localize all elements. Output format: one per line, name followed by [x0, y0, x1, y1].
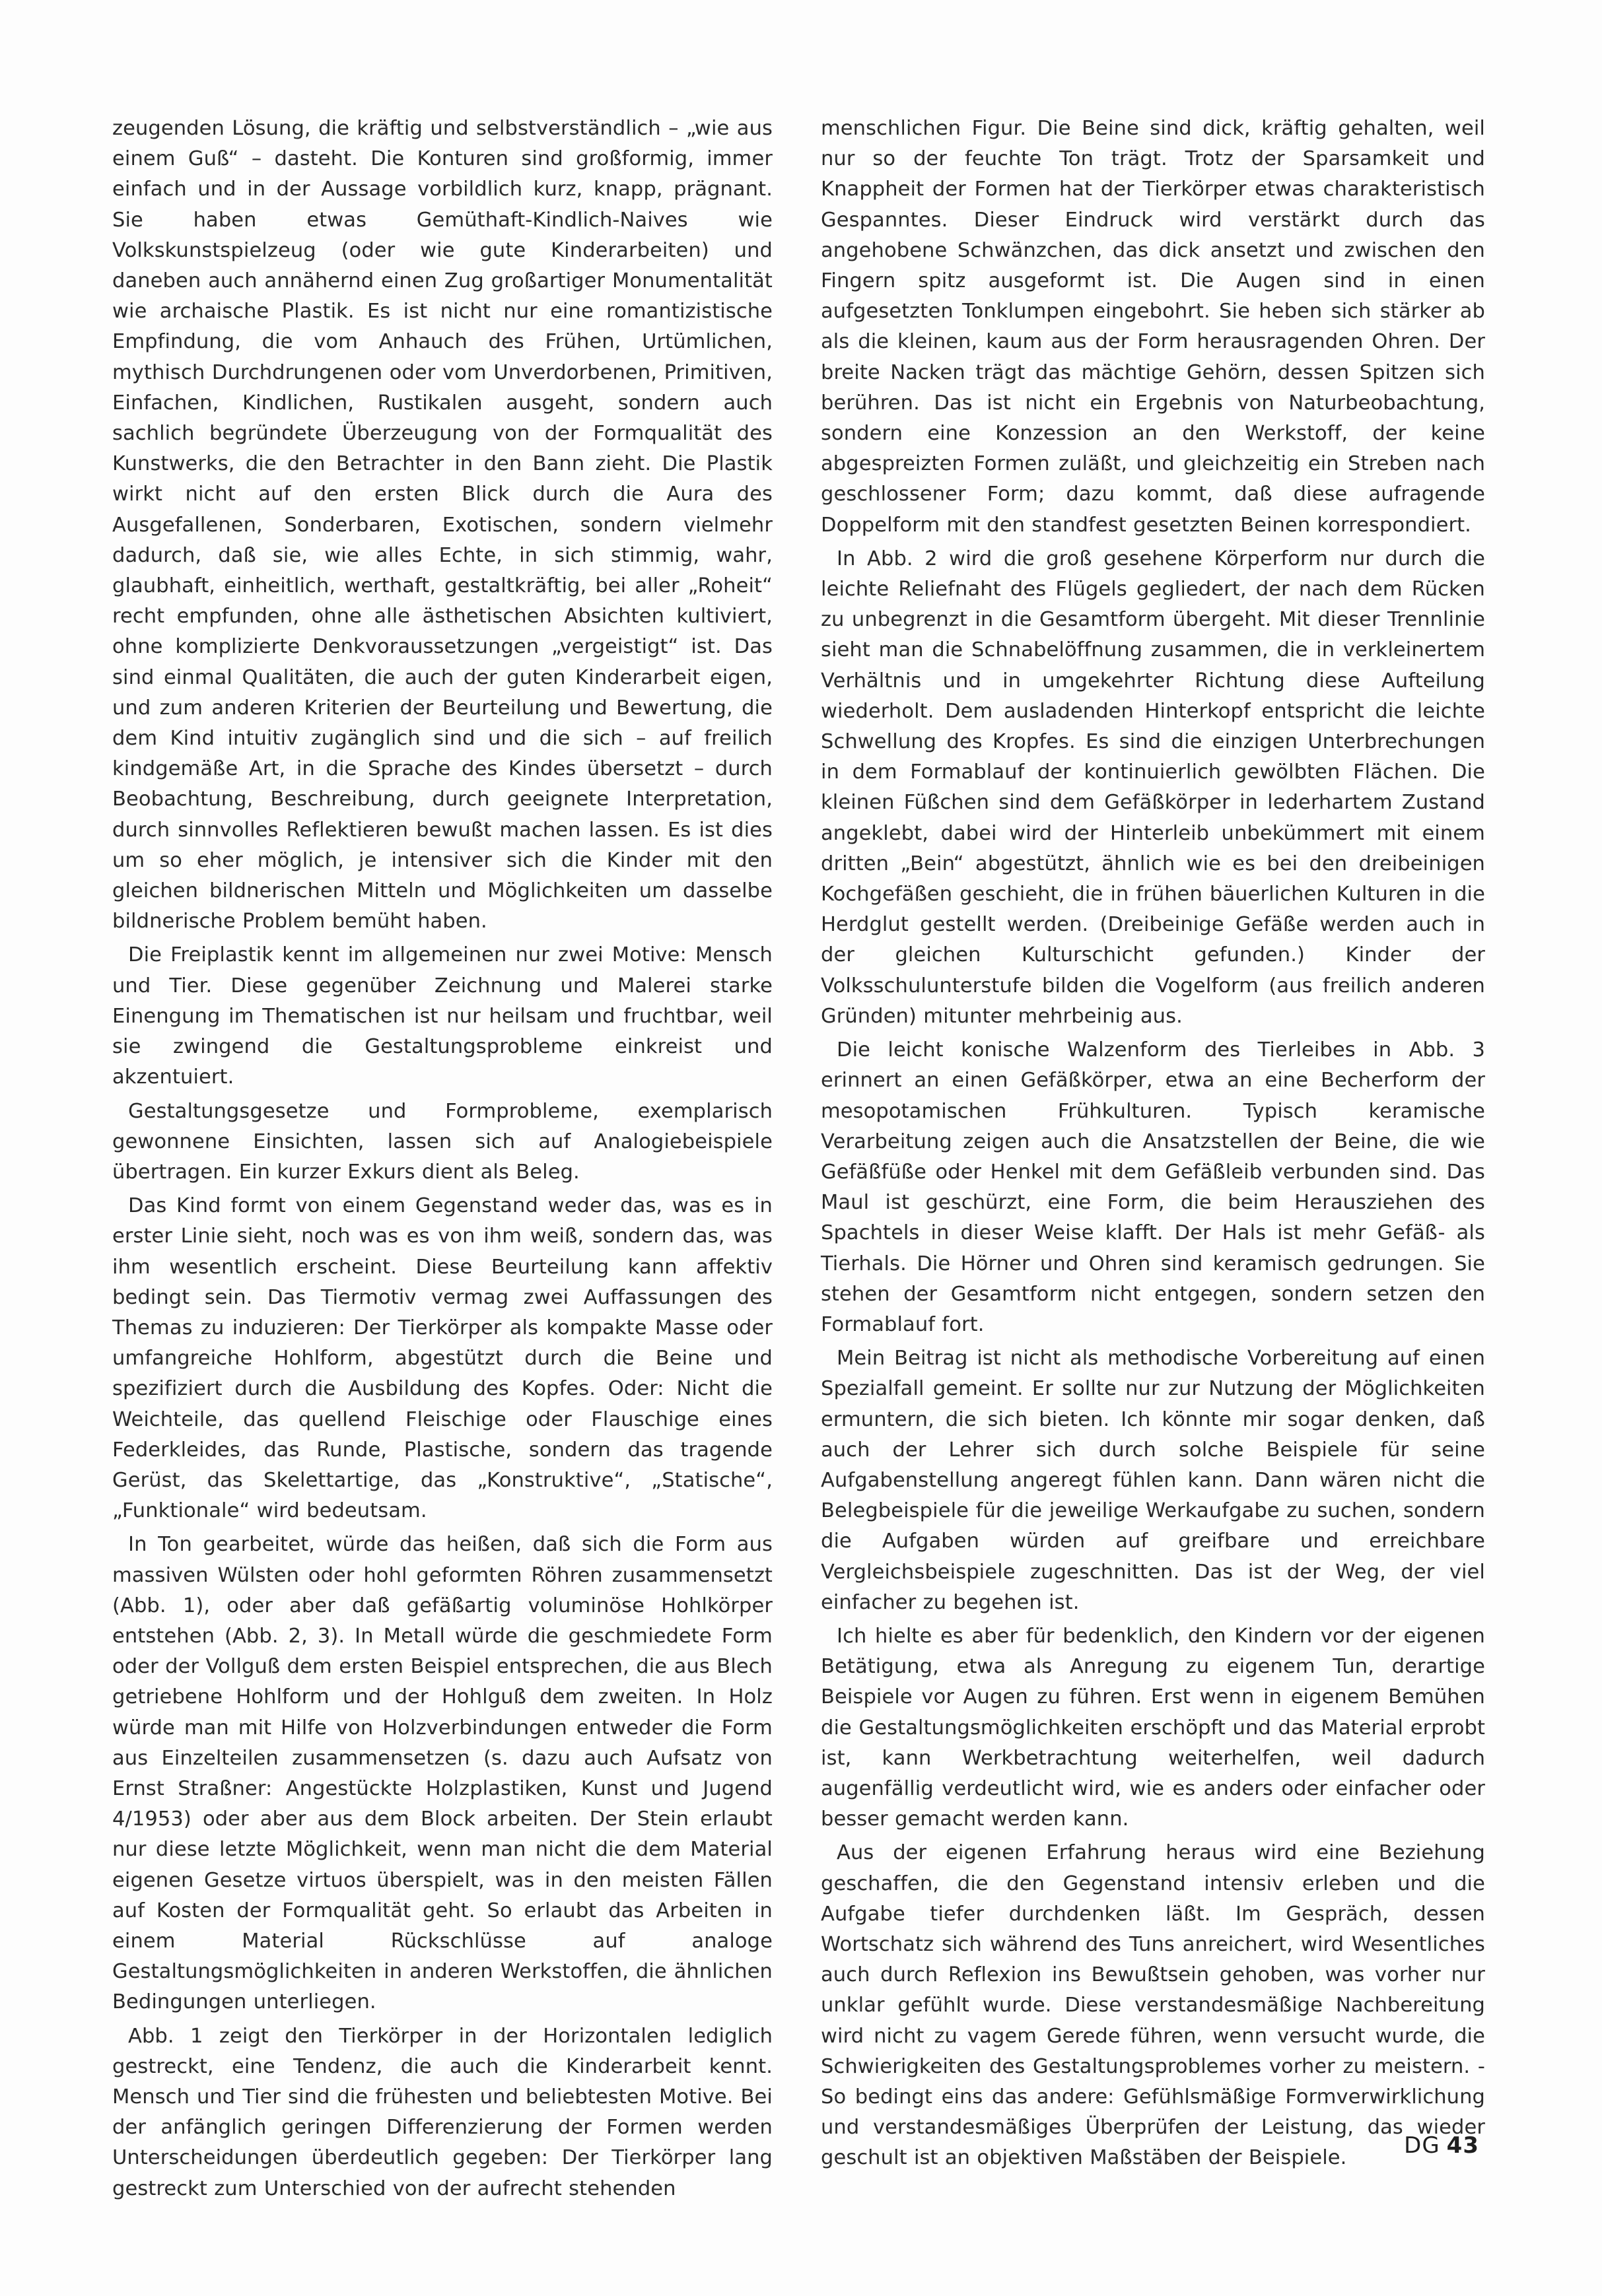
- journal-abbreviation: DG: [1404, 2132, 1440, 2159]
- paragraph: Aus der eigenen Erfahrung heraus wird eine Beziehung geschaffen, die den Gegenstand intensiv erleben und die Aufgabe tiefer durchdenken läßt. Im Gespräch, dessen Wortschatz sich während des Tuns anreichert, wird Wesentliches auch durch Reflexion ins Bewußtsein gehoben, was vorher nur unklar gefühlt wurde. Diese verstandesmäßige Nachbereitung wird nicht zu vagem Gerede führen, wenn versucht wurde, die Schwierigkeiten des Gestaltungsproblemes vorher zu meistern. - So bedingt eins das andere: Gefühlsmäßige Formverwirklichung und verstandesmäßiges Überprüfen der Leistung, das wieder geschult ist an objektiven Maßstäben der Beispiele.: [821, 1841, 1485, 2170]
- paragraph: menschlichen Figur. Die Beine sind dick, kräftig gehalten, weil nur so der feuchte Ton trägt. Trotz der Sparsamkeit und Knappheit der Formen hat der Tierkörper etwas charakteristisch Gespanntes. Dieser Eindruck wird verstärkt durch das angehobene Schwänzchen, das dick ansetzt und zwischen den Fingern spitz ausgeformt ist. Die Augen sind in einen aufgesetzten Tonklumpen eingebohrt. Sie heben sich stärker ab als die kleinen, kaum aus der Form herausragenden Ohren. Der breite Nacken trägt das mächtige Gehörn, dessen Spitzen sich berühren. Das ist nicht ein Ergebnis von Naturbeobachtung, sondern eine Konzession an den Werkstoff, der keine abgespreizten Formen zuläßt, und gleichzeitig ein Streben nach geschlossener Form; dazu kommt, daß diese aufragende Doppelform mit den standfest gesetzten Beinen korrespondiert.: [821, 117, 1485, 537]
- page-footer: [1404, 2132, 1479, 2159]
- right-text-column: [821, 114, 1485, 2177]
- paragraph: In Ton gearbeitet, würde das heißen, daß sich die Form aus massiven Wülsten oder hohl geformten Röhren zusammensetzt (Abb. 1), oder aber daß gefäßartig voluminöse Hohlkörper entstehen (Abb. 2, 3). In Metall würde die geschmiedete Form oder der Vollguß dem ersten Beispiel entsprechen, die aus Blech getriebene Hohlform und der Hohlguß dem zweiten. In Holz würde man mit Hilfe von Holzverbindungen entweder die Form aus Einzelteilen zusammensetzen (s. dazu auch Aufsatz von Ernst Straßner: Angestückte Holzplastiken, Kunst und Jugend 4/1953) oder aber aus dem Block arbeiten. Der Stein erlaubt nur diese letzte Möglichkeit, wenn man nicht die dem Material eigenen Gesetze virtuos überspielt, was in den meisten Fällen auf Kosten der Formqualität geht. So erlaubt das Arbeiten in einem Material Rückschlüsse auf analoge Gestaltungsmöglichkeiten in anderen Werkstoffen, die ähnlichen Bedingungen unterliegen.: [112, 1533, 773, 2014]
- paragraph: Mein Beitrag ist nicht als methodische Vorbereitung auf einen Spezialfall gemeint. Er sollte nur zur Nutzung der Möglichkeiten ermuntern, die sich bieten. Ich könnte mir sogar denken, daß auch der Lehrer sich durch solche Beispiele für seine Aufgabenstellung angeregt fühlen kann. Dann wären nicht die Belegbeispiele für die jeweilige Werkaufgabe zu suchen, sondern die Aufgaben würden auf greifbare und erreichbare Vergleichsbeispiele zugeschnitten. Das ist der Weg, der viel einfacher zu begehen ist.: [821, 1347, 1485, 1614]
- paragraph: Abb. 1 zeigt den Tierkörper in der Horizontalen lediglich gestreckt, eine Tendenz, die auch die Kinderarbeit kennt. Mensch und Tier sind die frühesten und beliebtesten Motive. Bei der anfänglich geringen Differenzierung der Formen werden Unterscheidungen überdeutlich gegeben: Der Tierkörper lang gestreckt zum Unterschied von der aufrecht stehenden: [112, 2024, 773, 2200]
- paragraph: Gestaltungsgesetze und Formprobleme, exemplarisch gewonnene Einsichten, lassen sich auf Analogiebeispiele übertragen. Ein kurzer Exkurs dient als Beleg.: [112, 1099, 773, 1184]
- left-text-column: [112, 114, 773, 2208]
- paragraph: Die leicht konische Walzenform des Tierleibes in Abb. 3 erinnert an einen Gefäßkörper, etwa an eine Becherform der mesopotamischen Frühkulturen. Typisch keramische Verarbeitung zeigen auch die Ansatzstellen der Beine, die wie Gefäßfüße oder Henkel mit dem Gefäßleib verbunden sind. Das Maul ist geschürzt, eine Form, die beim Herausziehen des Spachtels in dieser Weise klafft. Der Hals ist mehr Gefäß- als Tierhals. Die Hörner und Ohren sind keramisch gedrungen. Sie stehen der Gesamtform nicht entgegen, sondern setzen den Formablauf fort.: [821, 1038, 1485, 1336]
- paragraph: Ich hielte es aber für bedenklich, den Kindern vor der eigenen Betätigung, etwa als Anregung zu eigenem Tun, derartige Beispiele vor Augen zu führen. Erst wenn in eigenem Bemühen die Gestaltungsmöglichkeiten erschöpft und das Material erprobt ist, kann Werkbetrachtung weiterhelfen, weil dadurch augenfällig verdeutlicht wird, wie es anders oder einfacher oder besser gemacht werden kann.: [821, 1624, 1485, 1831]
- paragraph: Die Freiplastik kennt im allgemeinen nur zwei Motive: Mensch und Tier. Diese gegenüber Zeichnung und Malerei starke Einengung im Thematischen ist nur heilsam und fruchtbar, weil sie zwingend die Gestaltungsprobleme einkreist und akzentuiert.: [112, 943, 773, 1089]
- paragraph: In Abb. 2 wird die groß gesehene Körperform nur durch die leichte Reliefnaht des Flügels gegliedert, der nach dem Rücken zu unbegrenzt in die Gesamtform übergeht. Mit dieser Trennlinie sieht man die Schnabelöffnung zusammen, die in verkleinertem Verhältnis und in umgekehrter Richtung diese Aufteilung wiederholt. Dem ausladenden Hinterkopf entspricht die leichte Schwellung des Kropfes. Es sind die einzigen Unterbrechungen in dem Formablauf der kontinuierlich gewölbten Flächen. Die kleinen Füßchen sind dem Gefäßkörper in lederhartem Zustand angeklebt, dabei wird der Hinterleib unbekümmert mit einem dritten „Bein“ abgestützt, ähnlich wie es bei den dreibeinigen Kochgefäßen geschieht, die in frühen bäuerlichen Kulturen in die Herdglut gestellt werden. (Dreibeinige Gefäße werden auch in der gleichen Kulturschicht gefunden.) Kinder der Volksschulunterstufe bilden die Vogelform (aus freilich anderen Gründen) mitunter mehrbeinig aus.: [821, 547, 1485, 1028]
- paragraph: zeugenden Lösung, die kräftig und selbstverständlich – „wie aus einem Guß“ – dasteht. Die Konturen sind großformig, immer einfach und in der Aussage vorbildlich kurz, knapp, prägnant. Sie haben etwas Gemüthaft-Kindlich-Naives wie Volkskunstspielzeug (oder wie gute Kinderarbeiten) und daneben auch annähernd einen Zug großartiger Monumentalität wie archaische Plastik. Es ist nicht nur eine romantizistische Empfindung, die vom Anhauch des Frühen, Urtümlichen, mythisch Durchdrungenen oder vom Unverdorbenen, Primitiven, Einfachen, Kindlichen, Rustikalen ausgeht, sondern auch sachlich begründete Überzeugung von der Formqualität des Kunstwerks, die den Betrachter in den Bann zieht. Die Plastik wirkt nicht auf den ersten Blick durch die Aura des Ausgefallenen, Sonderbaren, Exotischen, sondern vielmehr dadurch, daß sie, wie alles Echte, in sich stimmig, wahr, glaubhaft, einheitlich, werthaft, gestaltkräftig, bei aller „Roheit“ recht empfunden, ohne alle ästhetischen Absichten kultiviert, ohne komplizierte Denkvoraussetzungen „vergeistigt“ ist. Das sind einmal Qualitäten, die auch der guten Kinderarbeit eigen, und zum anderen Kriterien der Beurteilung und Bewertung, die dem Kind intuitiv zugänglich sind und die sich – auf freilich kindgemäße Art, in die Sprache des Kindes übersetzt – durch Beobachtung, Beschreibung, durch geeignete Interpretation, durch sinnvolles Reflektieren bewußt machen lassen. Es ist dies um so eher möglich, je intensiver sich die Kinder mit den gleichen bildnerischen Mitteln und Möglichkeiten um dasselbe bildnerische Problem bemüht haben.: [112, 117, 773, 933]
- page-number: 43: [1446, 2132, 1479, 2159]
- paragraph: Das Kind formt von einem Gegenstand weder das, was es in erster Linie sieht, noch was es von ihm weiß, sondern das, was ihm wesentlich erscheint. Diese Beurteilung kann affektiv bedingt sein. Das Tiermotiv vermag zwei Auffassungen des Themas zu induzieren: Der Tierkörper als kompakte Masse oder umfangreiche Hohlform, abgestützt durch die Beine und spezifiziert durch die Ausbildung des Kopfes. Oder: Nicht die Weichteile, das quellend Fleischige oder Flauschige eines Federkleides, das Runde, Plastische, sondern das tragende Gerüst, das Skelettartige, das „Konstruktive“, „Statische“, „Funktionale“ wird bedeutsam.: [112, 1194, 773, 1523]
